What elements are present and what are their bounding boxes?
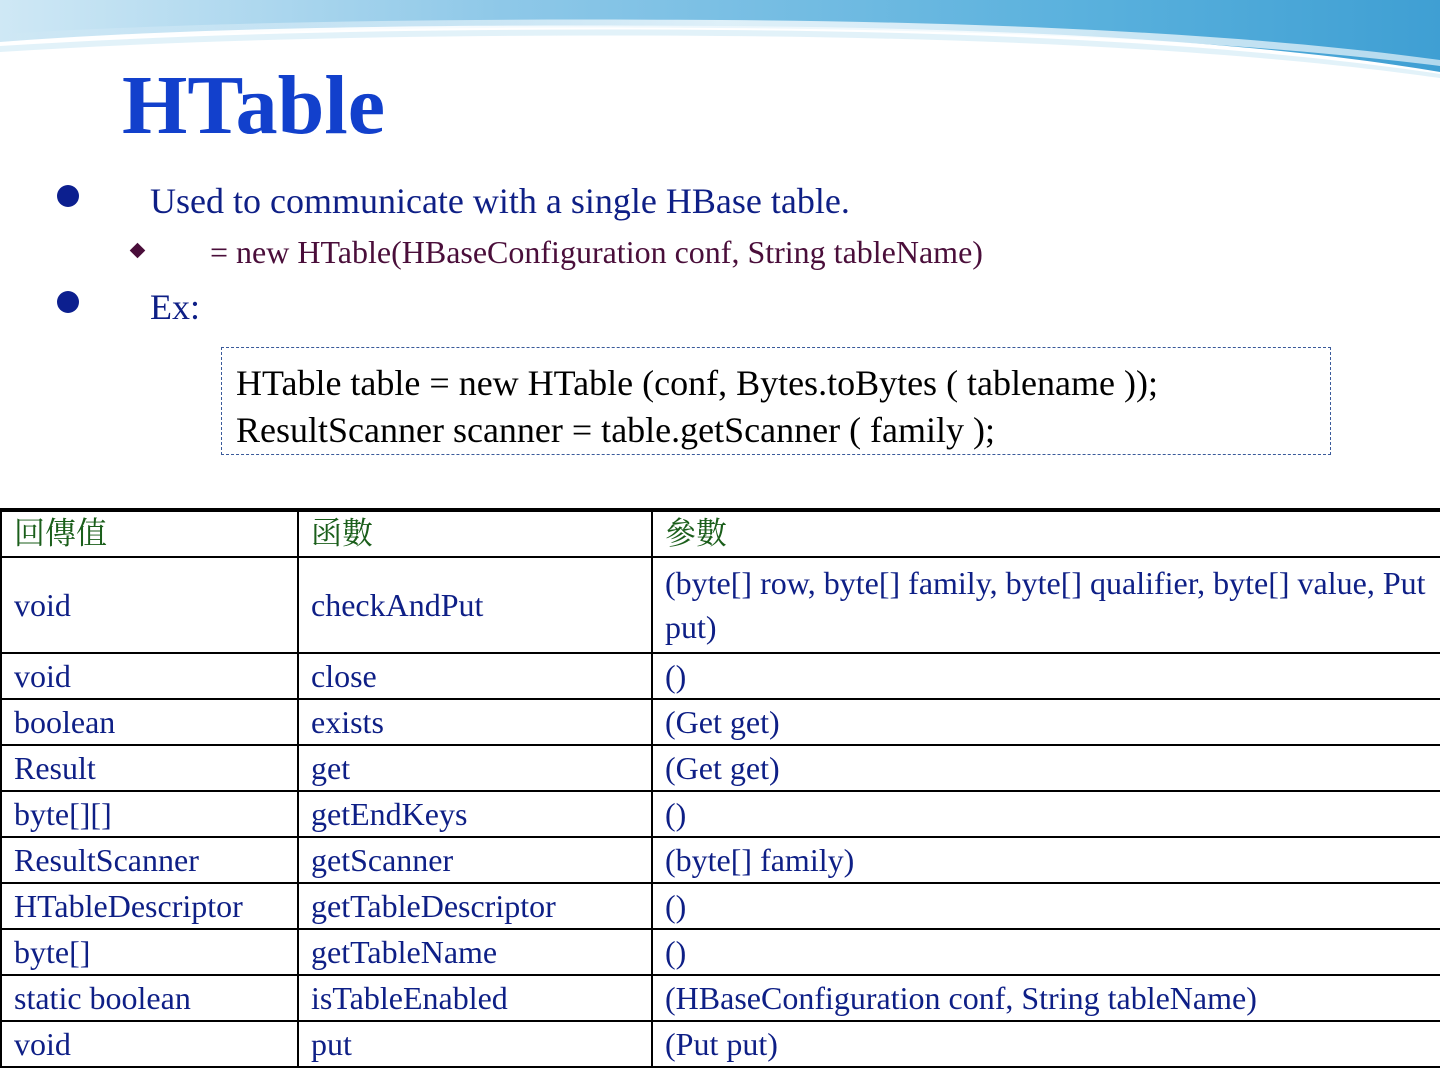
code-line: HTable table = new HTable (conf, Bytes.toBytes ( tablename ));	[236, 363, 1158, 403]
table-row	[1, 929, 1440, 975]
table-header-row	[1, 510, 1440, 557]
function-cell: getTableName	[298, 929, 652, 975]
return-type-cell: HTableDescriptor	[1, 883, 298, 929]
bullet-dot-icon	[57, 291, 79, 313]
function-cell: getScanner	[298, 837, 652, 883]
return-type-cell: byte[][]	[1, 791, 298, 837]
parameters-cell: (byte[] row, byte[] family, byte[] qualifier, byte[] value, Put put)	[652, 557, 1440, 653]
bullet-text: Used to communicate with a single HBase table.	[150, 181, 850, 221]
sub-bullet-text: = new HTable(HBaseConfiguration conf, String tableName)	[210, 234, 983, 270]
return-type-cell: void	[1, 653, 298, 699]
return-type-cell: byte[]	[1, 929, 298, 975]
bullet-text: Ex:	[150, 287, 200, 327]
parameters-cell: ()	[652, 791, 1440, 837]
table-row	[1, 557, 1440, 653]
parameters-cell: (HBaseConfiguration conf, String tableName)	[652, 975, 1440, 1021]
return-type-cell: ResultScanner	[1, 837, 298, 883]
return-type-cell: void	[1, 1021, 298, 1067]
return-type-cell: boolean	[1, 699, 298, 745]
parameters-cell: ()	[652, 653, 1440, 699]
table-row	[1, 837, 1440, 883]
table-row	[1, 1021, 1440, 1067]
table-row	[1, 975, 1440, 1021]
slide-title: HTable	[122, 59, 385, 152]
return-type-cell: static boolean	[1, 975, 298, 1021]
function-cell: getTableDescriptor	[298, 883, 652, 929]
function-cell: checkAndPut	[298, 557, 652, 653]
function-cell: close	[298, 653, 652, 699]
code-example-box	[221, 347, 1331, 455]
parameters-cell: ()	[652, 883, 1440, 929]
header-parameters: 參數	[652, 510, 1440, 557]
parameters-cell: (Get get)	[652, 699, 1440, 745]
function-cell: put	[298, 1021, 652, 1067]
parameters-cell: ()	[652, 929, 1440, 975]
function-cell: isTableEnabled	[298, 975, 652, 1021]
api-method-table	[0, 508, 1440, 1068]
code-line: ResultScanner scanner = table.getScanner ( family );	[236, 410, 996, 450]
function-cell: exists	[298, 699, 652, 745]
parameters-cell: (Put put)	[652, 1021, 1440, 1067]
return-type-cell: void	[1, 557, 298, 653]
parameters-cell: (Get get)	[652, 745, 1440, 791]
header-function: 函數	[298, 510, 652, 557]
diamond-bullet-icon	[130, 243, 146, 259]
table-row	[1, 745, 1440, 791]
table-row	[1, 653, 1440, 699]
function-cell: getEndKeys	[298, 791, 652, 837]
function-cell: get	[298, 745, 652, 791]
table-row	[1, 883, 1440, 929]
table-row	[1, 699, 1440, 745]
table-row	[1, 791, 1440, 837]
parameters-cell: (byte[] family)	[652, 837, 1440, 883]
return-type-cell: Result	[1, 745, 298, 791]
header-return-type: 回傳值	[1, 510, 298, 557]
bullet-dot-icon	[57, 185, 79, 207]
